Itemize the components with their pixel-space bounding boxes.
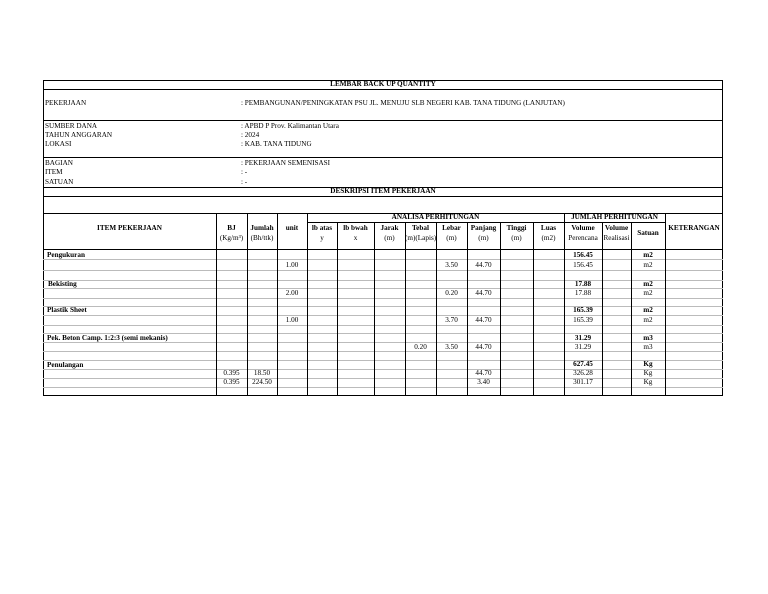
cell-jumlah: 224.50 [252,378,272,386]
cell-tebal: 0.20 [414,343,427,351]
satuan-label: SATUAN [45,178,74,186]
header-lb-atas: lb atas [311,224,333,232]
tahun-anggaran-value: : 2024 [241,131,260,139]
cell-volume: 156.45 [573,261,593,269]
header-luas-unit: (m2) [541,234,556,242]
cell-satuan: m2 [643,261,653,269]
cell-panjang: 44.70 [475,343,492,351]
header-keterangan: KETERANGAN [668,224,720,232]
row-line [43,325,723,326]
item-total-satuan: m2 [643,251,653,259]
item-total: 156.45 [573,251,593,259]
cell-panjang: 3.40 [477,378,490,386]
col-line [500,222,501,396]
col-line [277,213,278,396]
item-total: 165.39 [573,306,593,314]
cell-unit: 1.00 [285,316,299,324]
item-total-satuan: m3 [643,334,653,342]
row-line [43,270,723,271]
header-realisasi: Realisasi [603,234,630,242]
header-lb-bwah-sub: x [353,234,358,242]
row-line [43,259,723,260]
item-name: Penulangan [47,361,84,369]
jumlah-subline [564,222,665,223]
item-total-satuan: m2 [643,280,653,288]
header-panjang-unit: (m) [478,234,489,242]
row-line [43,387,723,388]
item-total-satuan: Kg [643,360,653,368]
header-tebal: Tebal [412,224,429,232]
header-jarak: Jarak [380,224,399,232]
doc-title: LEMBAR BACK UP QUANTITY [330,80,436,88]
header-tebal-unit: (m)(Lapis) [405,234,437,242]
col-line [533,222,534,396]
item-name: Pengukuran [47,251,85,259]
row-line [43,280,723,281]
header-analisa: ANALISA PERHITUNGAN [391,213,480,221]
header-item-pekerjaan: ITEM PEKERJAAN [97,224,162,232]
cell-volume: 31.29 [574,343,592,351]
row-line [43,306,723,307]
col-line [405,222,406,396]
header-bottom-line [43,249,723,250]
cell-tebal: 0.20 [445,289,458,297]
pekerjaan-value: : PEMBANGUNAN/PENINGKATAN PSU JL. MENUJU SLB NEGERI KAB. TANA TIDUNG (LANJUTAN) [241,99,565,107]
item-label: ITEM [45,168,63,176]
cell-panjang: 44.70 [475,316,492,324]
cell-satuan: m3 [643,343,653,351]
item-name: Pek. Beton Camp. 1:2:3 (semi mekanis) [47,334,168,342]
cell-lebar: 3.70 [445,316,458,324]
col-line [436,222,437,396]
section-title: DESKRIPSI ITEM PEKERJAAN [330,187,436,195]
col-line [374,222,375,396]
item-name: Bekisting [48,280,77,288]
header-volume-realisasi: Volume [604,224,629,232]
item-total: 31.29 [574,334,592,342]
section-divider [43,196,723,197]
header-satuan: Satuan [637,229,659,237]
cell-volume: 165.39 [573,316,593,324]
cell-jumlah: 18.50 [253,369,271,377]
header-bj: BJ [227,224,236,232]
cell-panjang: 44.70 [475,369,492,377]
bagian-value: : PEKERJAAN SEMENISASI [241,159,331,167]
row-line [43,351,723,352]
bagian-label: BAGIAN [45,159,73,167]
info-divider-1 [43,120,723,121]
header-lb-atas-sub: y [320,234,324,242]
header-lb-bwah: lb bwah [343,224,368,232]
col-line [602,222,603,396]
satuan-value: : - [241,178,248,186]
lokasi-value: : KAB. TANA TIDUNG [241,140,312,148]
header-unit: unit [285,224,299,232]
cell-panjang: 44.70 [475,289,492,297]
row-line [43,288,723,289]
cell-satuan: Kg [643,378,653,386]
item-name: Plastik Sheet [47,306,87,314]
cell-volume: 17.88 [574,289,592,297]
col-line [337,222,338,396]
sumber-dana-label: SUMBER DANA [45,122,98,130]
row-line [43,298,723,299]
header-jumlah: Jumlah [250,224,274,232]
tahun-anggaran-label: TAHUN ANGGARAN [45,131,113,139]
item-total: 17.88 [574,280,592,288]
header-lebar-unit: (m) [446,234,457,242]
header-volume-perencana: Volume [571,224,595,232]
header-tinggi-unit: (m) [511,234,522,242]
header-panjang: Panjang [470,224,497,232]
sumber-dana-value: : APBD P Prov. Kalimantan Utara [241,122,339,130]
cell-lebar: 3.50 [445,261,458,269]
lokasi-label: LOKASI [45,140,72,148]
cell-volume: 301.17 [573,378,593,386]
header-jarak-unit: (m) [384,234,395,242]
cell-lebar: 3.50 [445,343,458,351]
header-lebar: Lebar [442,224,461,232]
item-total-satuan: m2 [643,306,653,314]
header-bj-unit: (Kg/m³) [219,234,244,242]
header-jumlah-perhitungan: JUMLAH PERHITUNGAN [571,213,658,221]
cell-satuan: m2 [643,316,653,324]
info-divider-2 [43,157,723,158]
cell-unit: 1.00 [285,261,299,269]
header-tinggi: Tinggi [506,224,527,232]
item-value: : - [241,168,248,176]
pekerjaan-label: PEKERJAAN [45,99,87,107]
title-divider [43,89,723,90]
row-line [43,360,723,361]
col-line [665,213,666,396]
cell-satuan: Kg [643,369,653,377]
cell-panjang: 44.70 [475,261,492,269]
cell-satuan: m2 [643,289,653,297]
header-perencana: Perencana [568,234,598,242]
item-total: 627.45 [573,360,593,368]
row-line [43,369,723,370]
row-line [43,315,723,316]
cell-unit: 2.00 [285,289,299,297]
row-line [43,378,723,379]
header-luas: Luas [540,224,557,232]
header-jumlah-unit: (Bh/ttk) [250,234,274,242]
cell-volume: 326.28 [573,369,593,377]
cell-bj: 0.395 [223,378,240,386]
cell-bj: 0.395 [223,369,240,377]
